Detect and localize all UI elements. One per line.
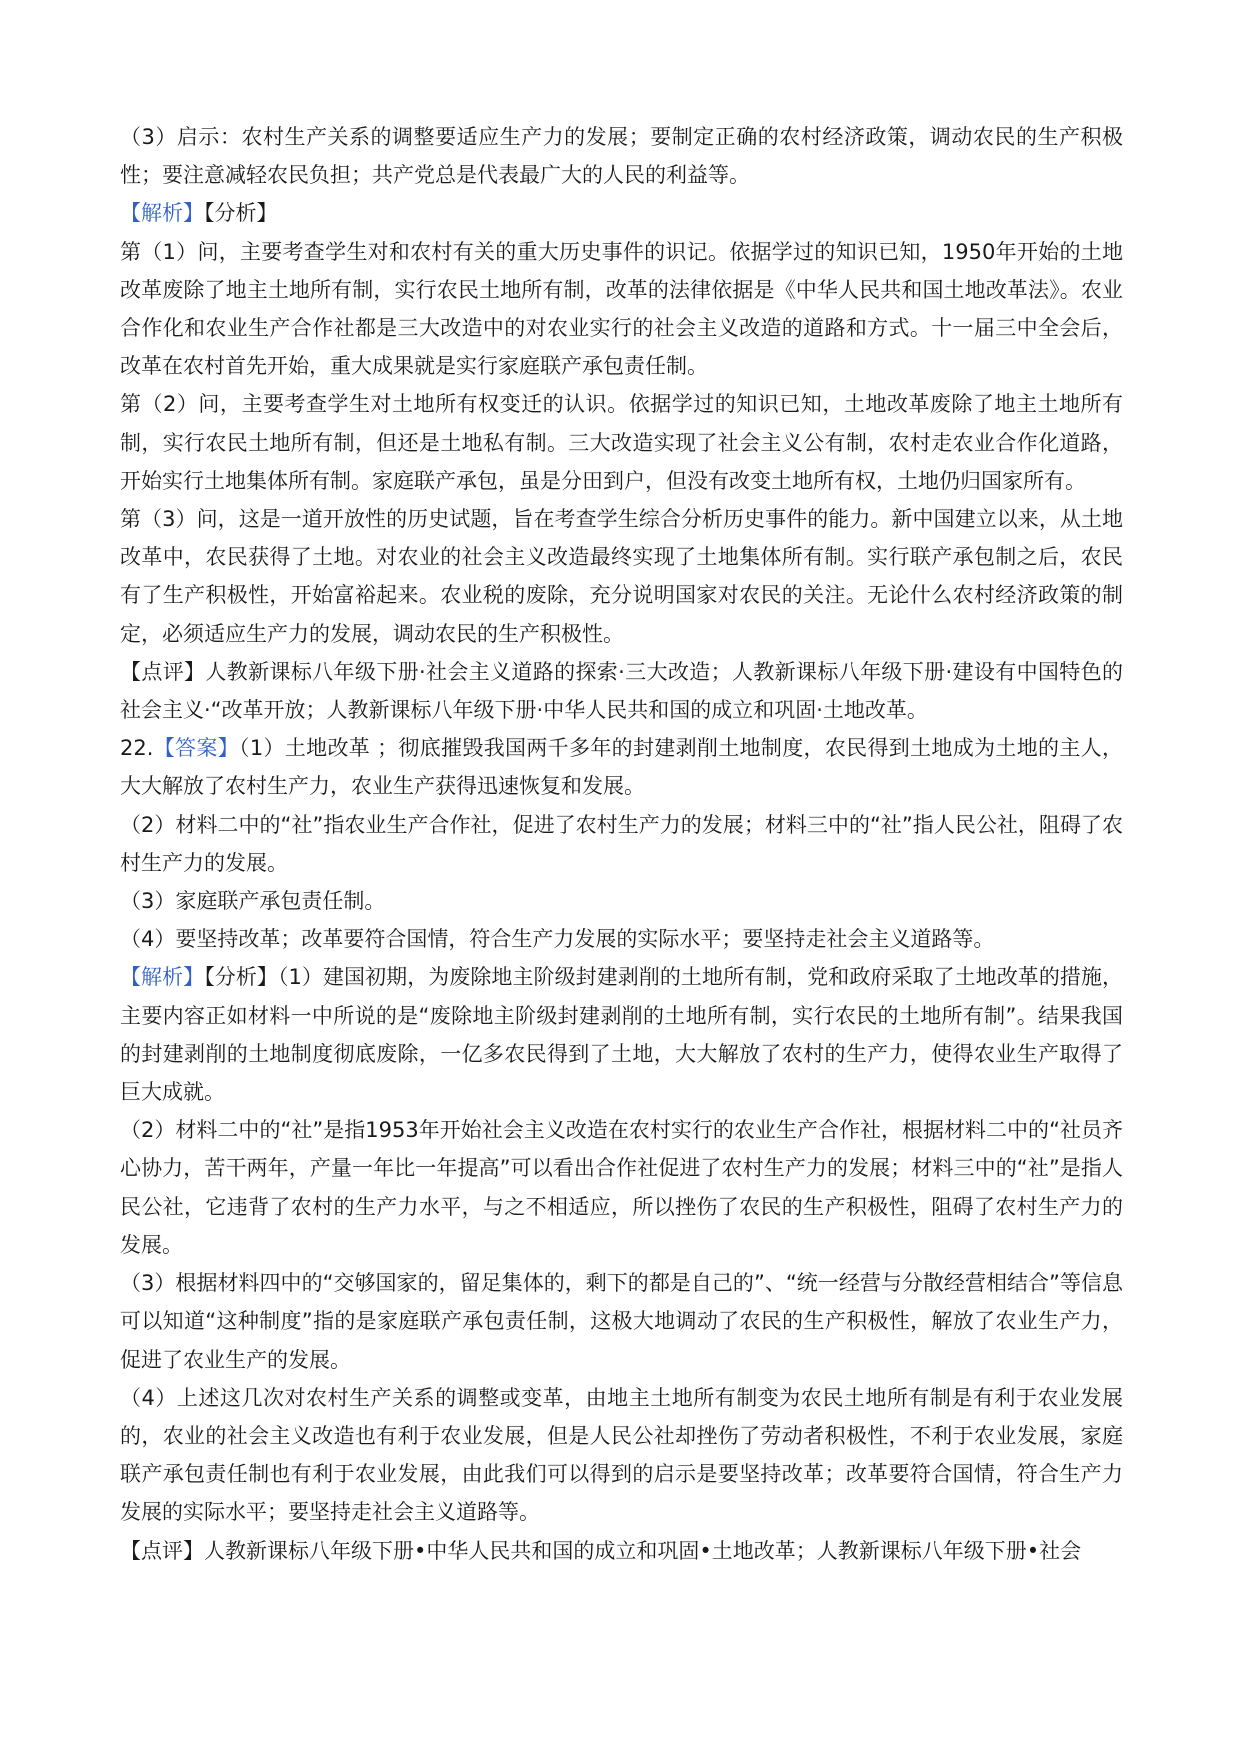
paragraph-analysis-21-1 <box>120 233 1123 386</box>
question-number: 22. <box>120 736 154 761</box>
paragraph-analysis-22-2 <box>120 1111 1123 1264</box>
analysis-tag: 【解析】 <box>120 965 205 990</box>
paragraph-answer-22-1 <box>120 729 1123 805</box>
text-segment: （4）上述这几次对农村生产关系的调整或变革，由地主土地所有制变为农民土地所有制是有利于农业发展的，农业的社会主义改造也有利于农业发展，但是人民公社却挫伤了劳动者积极性，不利于农业发展，家庭联产承包责任制也有利于农业发展，由此我们可以得到的启示是要坚持改革；改革要符合国情，符合生产力发展的实际水平；要坚持走社会主义道路等。 <box>120 1385 1123 1525</box>
paragraph-analysis-header-21 <box>120 194 1123 232</box>
paragraph-answer-22-4 <box>120 920 1123 958</box>
text-segment: 第（2）问，主要考查学生对土地所有权变迁的认识。依据学过的知识已知，土地改革废除了地主土地所有制，实行农民土地所有制，但还是土地私有制。三大改造实现了社会主义公有制，农村走农业合作化道路，开始实行土地集体所有制。家庭联产承包，虽是分田到户，但没有改变土地所有权，土地仍归国家所有。 <box>120 392 1123 493</box>
text-segment: 【分析】（1）建国初期，为废除地主阶级封建剥削的土地所有制，党和政府采取了土地改革的措施，主要内容正如材料一中所说的是“废除地主阶级封建剥削的土地所有制，实行农民的土地所有制”。结果我国的封建剥削的土地制度彻底废除，一亿多农民得到了土地，大大解放了农村的生产力，使得农业生产取得了巨大成就。 <box>120 965 1124 1105</box>
document-page <box>120 118 1123 1570</box>
text-segment: （3）启示：农村生产关系的调整要适应生产力的发展；要制定正确的农村经济政策，调动农民的生产积极性；要注意减轻农民负担；共产党总是代表最广大的人民的利益等。 <box>120 125 1123 188</box>
paragraph-answer-22-3 <box>120 882 1123 920</box>
paragraph-answer-22-2 <box>120 806 1123 882</box>
analysis-tag: 【解析】 <box>120 201 204 226</box>
paragraph-analysis-22-3 <box>120 1264 1123 1379</box>
text-segment: （3）家庭联产承包责任制。 <box>120 889 386 914</box>
text-segment: （1）土地改革 ；彻底摧毁我国两千多年的封建剥削土地制度，农民得到土地成为土地的主人，大大解放了农村生产力，农业生产获得迅速恢复和发展。 <box>120 736 1123 799</box>
text-segment: （2）材料二中的“社”指农业生产合作社，促进了农村生产力的发展；材料三中的“社”指人民公社，阻碍了农村生产力的发展。 <box>120 812 1123 875</box>
paragraph-analysis-22-1 <box>120 958 1123 1111</box>
paragraph-analysis-21-3 <box>120 500 1123 653</box>
paragraph-comment-21 <box>120 653 1123 729</box>
text-segment: （3）根据材料四中的“交够国家的，留足集体的，剩下的都是自己的”、“统一经营与分散经营相结合”等信息可以知道“这种制度”指的是家庭联产承包责任制，这极大地调动了农民的生产积极性，解放了农业生产力，促进了农业生产的发展。 <box>120 1271 1123 1372</box>
paragraph-analysis-22-4 <box>120 1379 1123 1532</box>
paragraph-comment-22 <box>120 1532 1123 1570</box>
paragraph-answer-21-3 <box>120 118 1123 194</box>
text-segment: 【分析】 <box>204 201 278 226</box>
paragraph-analysis-21-2 <box>120 385 1123 500</box>
text-segment: （4）要坚持改革；改革要符合国情，符合生产力发展的实际水平；要坚持走社会主义道路等。 <box>120 927 995 952</box>
answer-tag: 【答案】 <box>153 736 240 761</box>
text-segment: 【点评】人教新课标八年级下册•中华人民共和国的成立和巩固•土地改革；人教新课标八年级下册•社会 <box>120 1538 1082 1563</box>
text-segment: （2）材料二中的“社”是指1953年开始社会主义改造在农村实行的农业生产合作社，根据材料二中的“社员齐心协力，苦干两年，产量一年比一年提高”可以看出合作社促进了农村生产力的发展；材料三中的“社”是指人民公社，它违背了农村的生产力水平，与之不相适应，所以挫伤了农民的生产积极性，阻碍了农村生产力的发展。 <box>120 1118 1123 1257</box>
text-segment: 第（3）问，这是一道开放性的历史试题，旨在考查学生综合分析历史事件的能力。新中国建立以来，从土地改革中，农民获得了土地。对农业的社会主义改造最终实现了土地集体所有制。实行联产承包制之后，农民有了生产积极性，开始富裕起来。农业税的废除，充分说明国家对农民的关注。无论什么农村经济政策的制定，必须适应生产力的发展，调动农民的生产积极性。 <box>120 507 1123 646</box>
text-segment: 【点评】人教新课标八年级下册·社会主义道路的探索·三大改造；人教新课标八年级下册·建设有中国特色的社会主义·“改革开放；人教新课标八年级下册·中华人民共和国的成立和巩固·土地改革。 <box>120 659 1123 723</box>
text-segment: 第（1）问，主要考查学生对和农村有关的重大历史事件的识记。依据学过的知识已知，1950年开始的土地改革废除了地主土地所有制，实行农民土地所有制，改革的法律依据是《中华人民共和国土地改革法》。农业合作化和农业生产合作社都是三大改造中的对农业实行的社会主义改造的道路和方式。十一届三中全会后，改革在农村首先开始，重大成果就是实行家庭联产承包责任制。 <box>120 239 1123 379</box>
